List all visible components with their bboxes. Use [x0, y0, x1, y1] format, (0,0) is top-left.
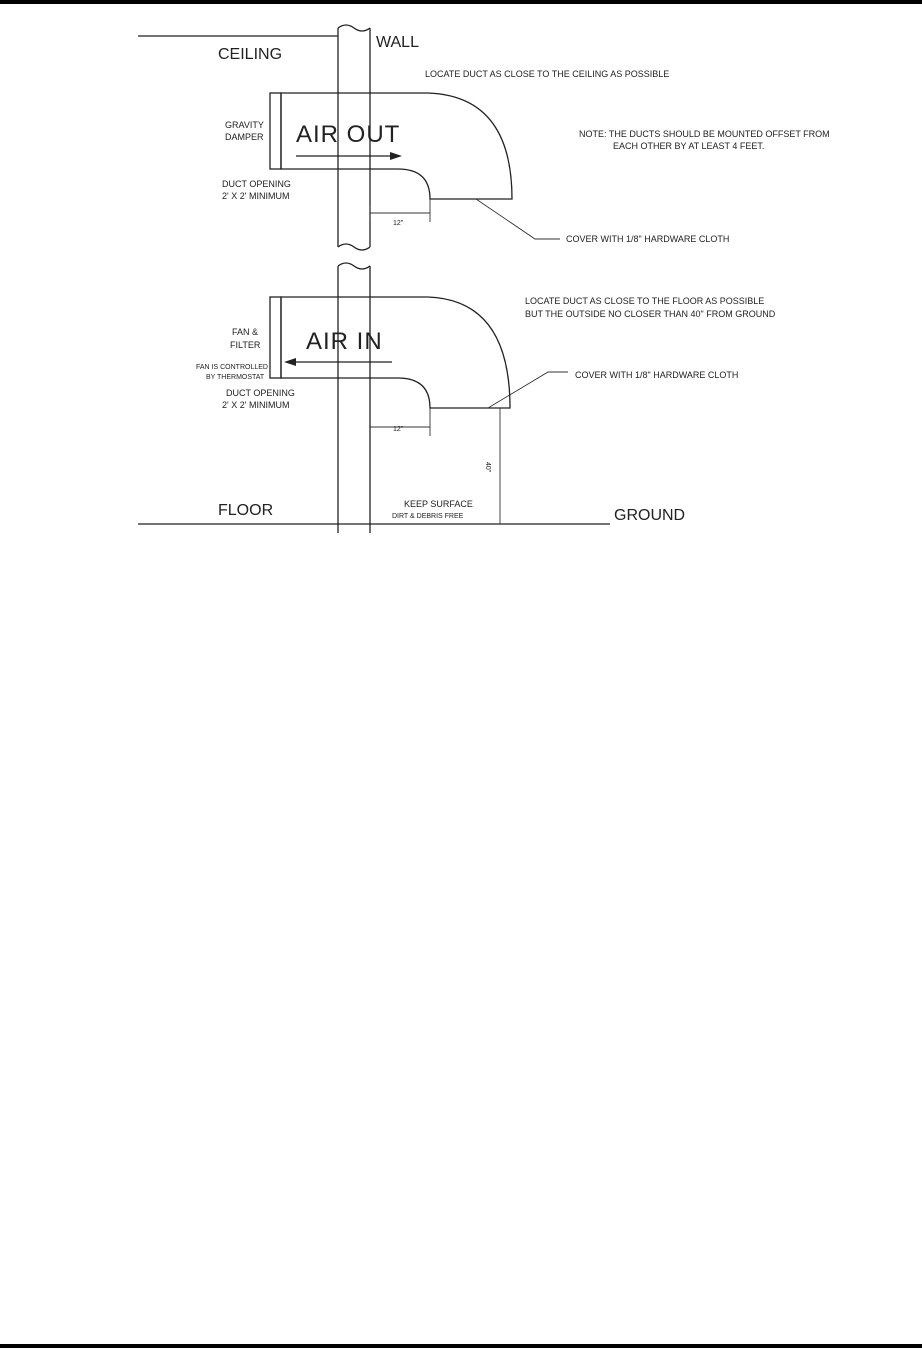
arrowhead-right-icon: [390, 152, 402, 160]
cover-bottom-leader: [488, 372, 568, 408]
dim-12-top-label: 12": [393, 220, 404, 227]
dim-40-label: 40": [484, 462, 491, 473]
cover-top-leader: [476, 199, 560, 239]
bottom-rule: [0, 1344, 922, 1348]
wall-label: WALL: [376, 34, 419, 51]
duct-opening-top-2: 2' X 2' MINIMUM: [222, 191, 290, 201]
duct-opening-bottom-2: 2' X 2' MINIMUM: [222, 400, 290, 410]
locate-floor-note-2: BUT THE OUTSIDE NO CLOSER THAN 40" FROM GROUND: [525, 309, 776, 319]
gravity-label: GRAVITY: [225, 120, 264, 130]
locate-ceiling-note: LOCATE DUCT AS CLOSE TO THE CEILING AS POSSIBLE: [425, 69, 670, 79]
duct-opening-top-1: DUCT OPENING: [222, 179, 291, 189]
fan-filter-unit: [270, 297, 281, 378]
note-line-2: EACH OTHER BY AT LEAST 4 FEET.: [613, 141, 765, 151]
upper-duct: [270, 93, 560, 239]
wall-lower: [338, 266, 370, 533]
wall-break-mid-lower: [338, 263, 370, 269]
cover-top-note: COVER WITH 1/8" HARDWARE CLOTH: [566, 234, 730, 244]
ground-label: GROUND: [614, 507, 686, 524]
fan-label: FAN &: [232, 327, 259, 337]
keep-surface-2: DIRT & DEBRIS FREE: [392, 513, 464, 520]
air-in-label: AIR IN: [306, 328, 383, 355]
arrowhead-left-icon: [284, 358, 296, 366]
note-line-1: NOTE: THE DUCTS SHOULD BE MOUNTED OFFSET FROM: [579, 129, 830, 139]
duct-opening-bottom-1: DUCT OPENING: [226, 388, 295, 398]
wall-break-mid-upper: [338, 244, 370, 250]
fan-controlled-label-1: FAN IS CONTROLLED: [196, 364, 268, 371]
damper-label: DAMPER: [225, 132, 264, 142]
cover-bottom-note: COVER WITH 1/8" HARDWARE CLOTH: [575, 370, 739, 380]
ceiling-label: CEILING: [218, 46, 283, 63]
wall-break-top: [338, 25, 370, 31]
locate-floor-note-1: LOCATE DUCT AS CLOSE TO THE FLOOR AS POSSIBLE: [525, 296, 765, 306]
keep-surface-1: KEEP SURFACE: [404, 499, 473, 509]
filter-label: FILTER: [230, 340, 261, 350]
floor-label: FLOOR: [218, 502, 274, 519]
fan-controlled-label-2: BY THERMOSTAT: [206, 374, 265, 381]
dim-12-bottom-label: 12": [393, 426, 404, 433]
gravity-damper: [270, 93, 281, 169]
air-out-label: AIR OUT: [296, 121, 401, 148]
